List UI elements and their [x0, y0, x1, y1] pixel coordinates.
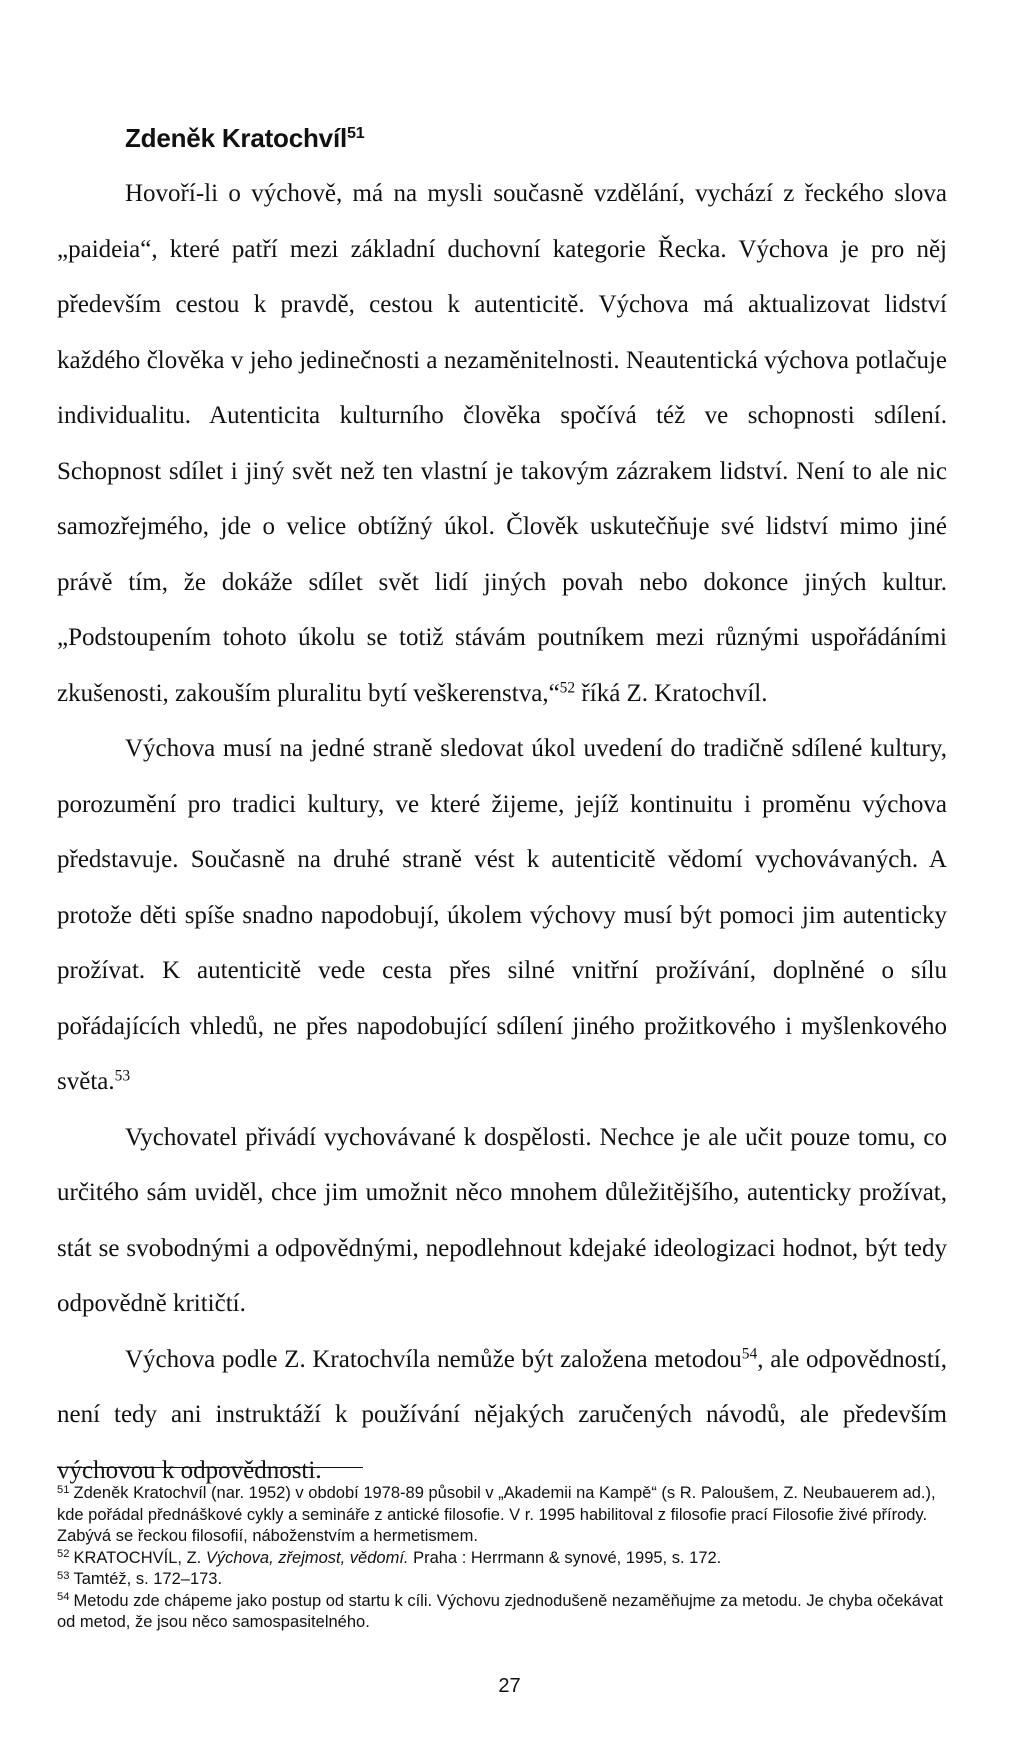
footnote-51 — [57, 1483, 947, 1548]
footnote-separator — [57, 1467, 363, 1468]
paragraph-2-text: Výchova musí na jedné straně sledovat úkol uvedení do tradičně sdílené kultury, porozumění pro tradici kultury, ve které žijeme, jejíž kontinuitu i proměnu výchova představuje. Současně na druhé straně vést k autenticitě vědomí vychovávaných. A protože děti spíše snadno napodobují, úkolem výchovy musí být pomoci jim autenticky prožívat. K autenticitě vede cesta přes silné vnitřní prožívání, doplněné o sílu pořádajících vhledů, ne přes napodobující sdílení jiného prožitkového i myšlenkového světa. — [57, 735, 947, 1095]
paragraph-1-text: Hovoří-li o výchově, má na mysli současně vzdělání, vychází z řeckého slova „paideia“, které patří mezi základní duchovní kategorie Řecka. Výchova je pro něj především cestou k pravdě, cestou k autenticitě. Výchova má aktualizovat lidství každého člověka v jeho jedinečnosti a nezaměnitelnosti. Neautentická výchova potlačuje individualitu. Autenticita kulturního člověka spočívá též ve schopnosti sdílení. Schopnost sdílet i jiný svět než ten vlastní je takovým zázrakem lidství. Není to ale nic samozřejmého, jde o velice obtížný úkol. Člověk uskutečňuje své lidství mimo jiné právě tím, že dokáže sdílet svět lidí jiných povah nebo dokonce jiných kultur. „Podstoupením tohoto úkolu se totiž stávám poutníkem mezi různými uspořádáními zkušenosti, zakouším pluralitu bytí veškerenstva,“ — [57, 180, 947, 707]
footnote-book-title: Výchova, zřejmost, vědomí. — [205, 1548, 409, 1567]
document-page — [57, 0, 947, 1748]
footnote-54 — [57, 1591, 947, 1634]
paragraph-4 — [57, 1332, 947, 1499]
footnote-52 — [57, 1548, 947, 1570]
paragraph-1-text-end: říká Z. Kratochvíl. — [575, 679, 768, 707]
heading-footnote-ref[interactable]: 51 — [347, 124, 365, 143]
footnote-number: 51 — [57, 1483, 70, 1496]
footnote-text-end: Praha : Herrmann & synové, 1995, s. 172. — [408, 1548, 722, 1567]
paragraph-4-text: Výchova podle Z. Kratochvíla nemůže být založena metodou — [125, 1345, 742, 1373]
heading-title: Zdeněk Kratochvíl — [125, 123, 347, 153]
footnote-text: Metodu zde chápeme jako postup od startu k cíli. Výchovu zjednodušeně nezaměňujme za metodu. Je chyba očekávat od metod, že jsou něco samospasitelného. — [57, 1591, 943, 1631]
footnote-number: 53 — [57, 1569, 70, 1582]
footnotes — [57, 1483, 947, 1634]
paragraph-1 — [57, 166, 947, 721]
section-heading — [125, 123, 365, 154]
footnote-number: 52 — [57, 1548, 70, 1561]
footnote-text: Zdeněk Kratochvíl (nar. 1952) v období 1978-89 působil v „Akademii na Kampě“ (s R. Paloušem, Z. Neubauerem ad.), kde pořádal přednáškové cykly a semináře z antické filosofie. V r. 1995 habilitoval z filosofie prací Filosofie živé přírody. Zabývá se řeckou filosofií, náboženstvím a hermetismem. — [57, 1484, 936, 1545]
footnote-number: 54 — [57, 1591, 70, 1604]
page-number: 27 — [498, 1675, 521, 1697]
footnote-53 — [57, 1569, 947, 1591]
paragraph-3 — [57, 1110, 947, 1332]
footnote-ref-52[interactable]: 52 — [559, 678, 576, 696]
paragraph-2 — [57, 721, 947, 1110]
body-text — [57, 166, 947, 1498]
footnote-text: Tamtéž, s. 172–173. — [73, 1570, 223, 1588]
paragraph-3-text: Vychovatel přivádí vychovávané k dospělosti. Nechce je ale učit pouze tomu, co určitého sám uviděl, chce jim umožnit něco mnohem důležitějšího, autenticky prožívat, stát se svobodnými a odpovědnými, nepodlehnout kdejaké ideologizaci hodnot, být tedy odpovědně kritičtí. — [57, 1123, 947, 1317]
paragraph-4-text-end: , ale odpovědností, není tedy ani instruktáží k používání nějakých zaručených návodů, ale především výchovou k odpovědnosti. — [57, 1345, 947, 1484]
footnote-ref-54[interactable]: 54 — [741, 1344, 758, 1362]
footnote-text: KRATOCHVÍL, Z. — [73, 1548, 206, 1567]
footnote-ref-53[interactable]: 53 — [114, 1067, 131, 1085]
